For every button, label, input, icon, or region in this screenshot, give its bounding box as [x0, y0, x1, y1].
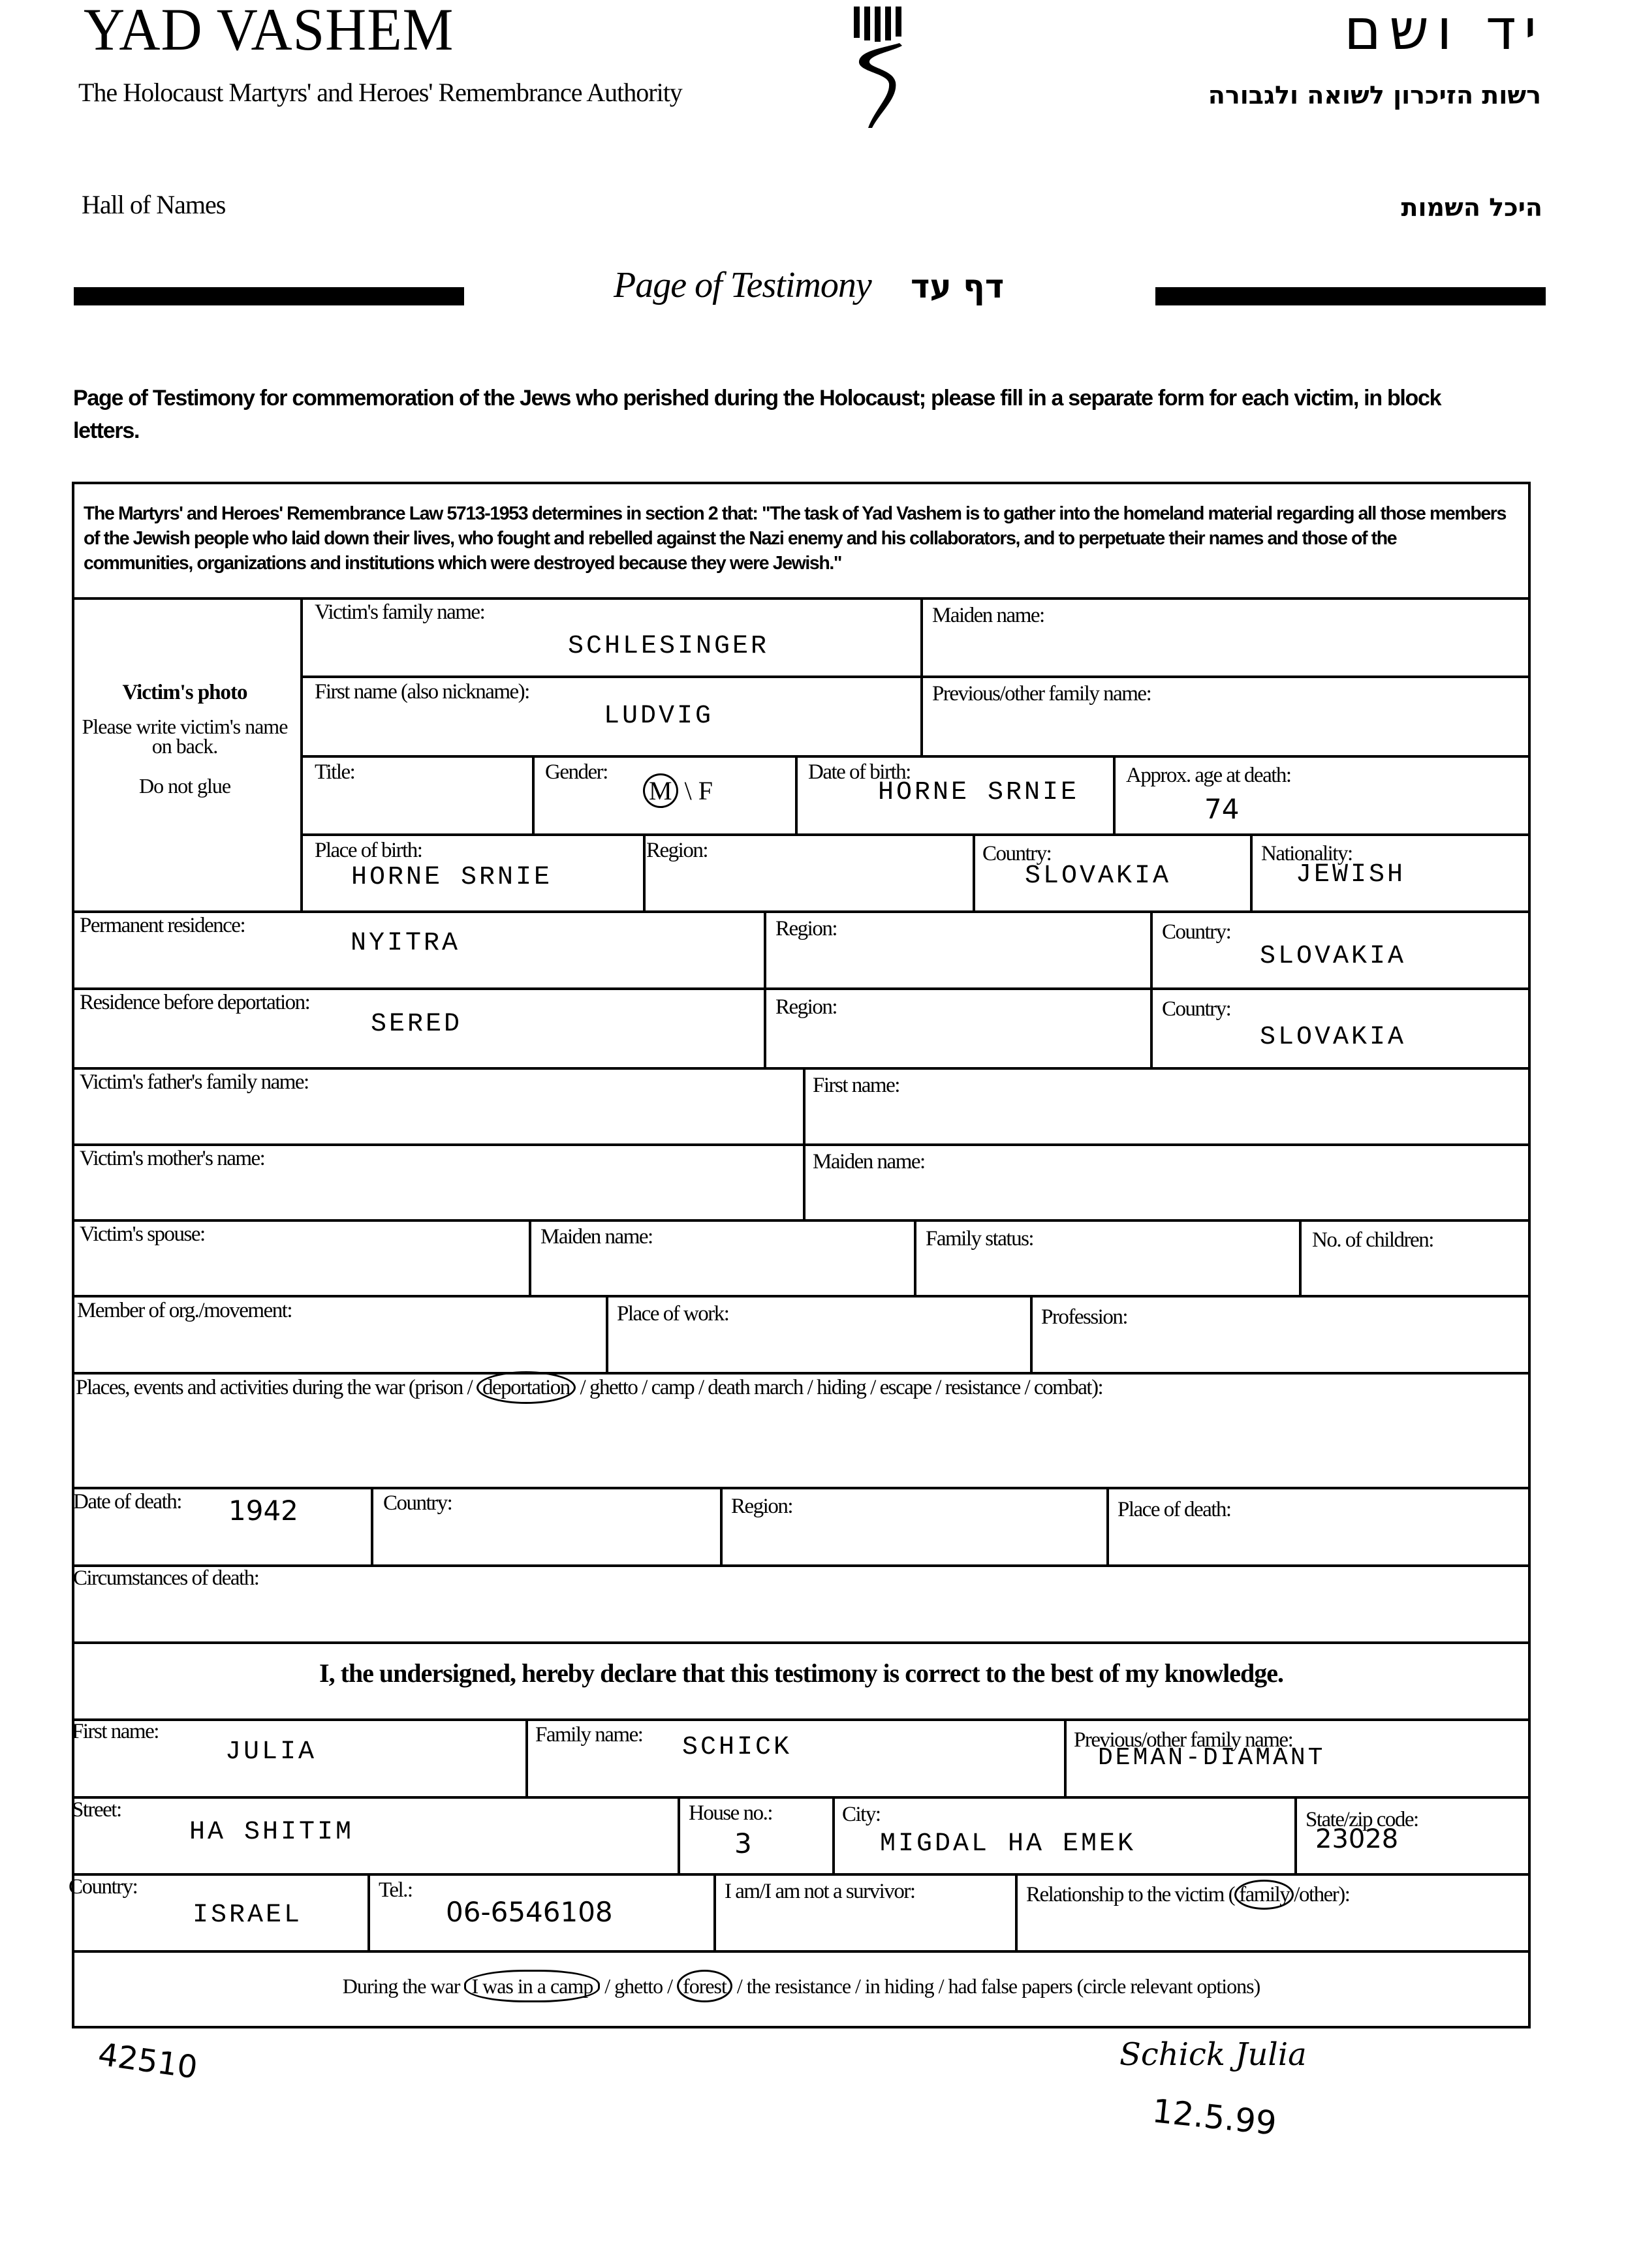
- circumstances-label: Circumstances of death:: [73, 1566, 259, 1590]
- photo-title: Victim's photo: [122, 681, 247, 704]
- relationship-label-suffix: /other):: [1294, 1883, 1350, 1906]
- divider: [532, 755, 535, 833]
- divider: [72, 910, 1531, 913]
- zip-field[interactable]: 23028: [1315, 1824, 1399, 1854]
- tel-field[interactable]: 06-6546108: [446, 1896, 613, 1928]
- gender-selector[interactable]: [643, 773, 713, 808]
- divider: [529, 1219, 531, 1296]
- during-war-circled-forest[interactable]: forest: [677, 1970, 732, 2002]
- divider: [525, 1718, 528, 1797]
- victim-title-label: Title:: [315, 760, 355, 784]
- divider: [300, 833, 1531, 836]
- divider: [72, 1295, 1531, 1297]
- page-title-hebrew: דף עד: [911, 268, 1005, 305]
- during-war-prefix: During the war: [342, 1974, 460, 1998]
- submitter-country-field[interactable]: ISRAEL: [193, 1901, 303, 1930]
- divider: [72, 1950, 1531, 1953]
- gender-option-male[interactable]: M: [643, 773, 678, 808]
- divider: [1250, 833, 1253, 912]
- divider: [1015, 1873, 1018, 1951]
- submitter-first-name-label: First name:: [72, 1720, 159, 1743]
- deportation-region-label: Region:: [775, 995, 837, 1019]
- victim-photo-area[interactable]: [77, 597, 292, 798]
- deportation-country-label: Country:: [1162, 997, 1231, 1021]
- deportation-residence-label: Residence before deportation:: [80, 991, 310, 1014]
- family-status-label: Family status:: [926, 1227, 1034, 1251]
- department-name-hebrew: היכל השמות: [1401, 193, 1542, 222]
- survivor-label: I am/I am not a survivor:: [725, 1880, 915, 1903]
- permanent-residence-field[interactable]: NYITRA: [351, 929, 461, 958]
- divider: [1064, 1718, 1067, 1797]
- permanent-country-field[interactable]: SLOVAKIA: [1260, 942, 1407, 971]
- divider: [300, 755, 1531, 758]
- divider: [606, 1295, 608, 1373]
- birth-place-label: Place of birth:: [315, 839, 422, 862]
- divider: [72, 1372, 1531, 1375]
- divider: [72, 1067, 1531, 1070]
- divider: [371, 1487, 373, 1565]
- during-war-suffix: / the resistance / in hiding / had false papers (circle relevant options): [736, 1974, 1260, 1998]
- divider: [72, 1564, 1531, 1567]
- divider: [1299, 1219, 1302, 1296]
- victim-gender-label: Gender:: [545, 760, 608, 784]
- mother-maiden-name-label: Maiden name:: [813, 1150, 925, 1173]
- gender-option-female[interactable]: F: [698, 776, 713, 805]
- divider: [1030, 1295, 1033, 1373]
- deportation-country-field[interactable]: SLOVAKIA: [1260, 1023, 1407, 1052]
- victim-family-name-field[interactable]: SCHLESINGER: [568, 632, 770, 661]
- death-region-label: Region:: [731, 1495, 792, 1518]
- law-statement: The Martyrs' and Heroes' Remembrance Law 5713-1953 determines in section 2 that: "The task of Yad Vashem is to gather into the homeland material regarding all those members of the Jewish people who laid down their lives, who fought and rebelled against the Nazi enemy and his collaborators, and to perpetuate their names and those of the communities, organizations and institutions which were destroyed because they were Jewish.": [84, 503, 1506, 574]
- during-war-options: [72, 1974, 1531, 1998]
- department-name: Hall of Names: [82, 190, 226, 219]
- wartime-label-prefix: Places, events and activities during the war (prison /: [76, 1376, 473, 1399]
- divider: [914, 1219, 916, 1296]
- father-first-name-label: First name:: [813, 1074, 899, 1097]
- victim-age-label: Approx. age at death:: [1126, 764, 1291, 787]
- spouse-label: Victim's spouse:: [80, 1222, 205, 1246]
- children-count-label: No. of children:: [1312, 1228, 1433, 1252]
- house-no-field[interactable]: 3: [734, 1827, 752, 1859]
- submitter-previous-name-field[interactable]: DEMAN-DIAMANT: [1098, 1744, 1326, 1772]
- permanent-country-label: Country:: [1162, 920, 1231, 944]
- page-title: Page of Testimony: [614, 265, 871, 305]
- divider: [1113, 755, 1116, 833]
- city-label: City:: [842, 1803, 881, 1826]
- street-label: Street:: [72, 1798, 121, 1822]
- divider: [713, 1873, 716, 1951]
- divider: [643, 833, 646, 912]
- nationality-label: Nationality:: [1261, 842, 1352, 865]
- birth-country-field[interactable]: SLOVAKIA: [1025, 862, 1172, 891]
- zip-label: State/zip code:: [1305, 1808, 1418, 1831]
- divider: [300, 597, 303, 910]
- title-bar-left: [74, 287, 464, 305]
- nationality-field[interactable]: JEWISH: [1296, 860, 1406, 890]
- submitter-family-name-label: Family name:: [535, 1723, 643, 1747]
- signature-date: 12.5.99: [1150, 2092, 1279, 2143]
- authority-name: The Holocaust Martyrs' and Heroes' Remembrance Authority: [78, 78, 682, 107]
- victim-first-name-field[interactable]: LUDVIG: [604, 702, 714, 731]
- photo-instruction: Please write victim's name on back.: [82, 715, 288, 758]
- divider: [300, 676, 1531, 678]
- date-of-death-field[interactable]: 1942: [228, 1495, 298, 1527]
- divider: [720, 1487, 723, 1565]
- divider: [367, 1873, 370, 1951]
- divider: [72, 987, 1531, 990]
- victim-family-name-label: Victim's family name:: [315, 600, 485, 624]
- birth-country-label: Country:: [982, 842, 1052, 865]
- submitter-first-name-field[interactable]: JULIA: [225, 1737, 317, 1767]
- death-country-label: Country:: [383, 1491, 452, 1515]
- submitter-signature: Schick Julia: [1119, 2036, 1307, 2073]
- city-field[interactable]: MIGDAL HA EMEK: [880, 1829, 1136, 1859]
- photo-note: Do not glue: [138, 774, 231, 798]
- during-war-middle: / ghetto /: [604, 1974, 673, 1998]
- divider: [1106, 1487, 1109, 1565]
- yad-vashem-logo-icon: [842, 5, 940, 129]
- victim-first-name-label: First name (also nickname):: [315, 680, 529, 704]
- wartime-activities-label: [76, 1376, 1102, 1400]
- divider: [72, 1796, 1531, 1799]
- victim-dob-label: Date of birth:: [808, 760, 911, 784]
- deportation-residence-field[interactable]: SERED: [371, 1010, 463, 1039]
- divider: [72, 1873, 1531, 1876]
- victim-dob-field[interactable]: HORNE SRNIE: [878, 778, 1080, 807]
- victim-age-field[interactable]: 74: [1204, 793, 1240, 825]
- relationship-circled-option[interactable]: family: [1234, 1880, 1294, 1910]
- brand-name: YAD VASHEM: [84, 0, 454, 63]
- submitter-family-name-field[interactable]: SCHICK: [682, 1733, 792, 1762]
- father-family-name-label: Victim's father's family name:: [80, 1070, 309, 1094]
- divider: [678, 1796, 680, 1874]
- during-war-circled-camp[interactable]: I was in a camp: [464, 1970, 600, 2002]
- member-org-label: Member of org./movement:: [77, 1299, 292, 1322]
- divider: [72, 1487, 1531, 1489]
- divider: [72, 1718, 1531, 1721]
- gender-separator: \: [684, 776, 692, 805]
- declaration-statement: I, the undersigned, hereby declare that this testimony is correct to the best of my knowledge.: [319, 1658, 1283, 1688]
- divider: [973, 833, 975, 912]
- divider: [72, 1641, 1531, 1644]
- divider: [832, 1796, 835, 1874]
- title-bar-right: [1155, 287, 1546, 305]
- spouse-maiden-name-label: Maiden name:: [540, 1225, 653, 1249]
- submitter-country-label: Country:: [69, 1875, 138, 1899]
- permanent-region-label: Region:: [775, 917, 837, 940]
- submitter-previous-name-label: Previous/other family name:: [1074, 1728, 1293, 1752]
- reference-number: 42510: [95, 2036, 200, 2087]
- house-no-label: House no.:: [689, 1801, 772, 1825]
- mother-name-label: Victim's mother's name:: [80, 1147, 265, 1170]
- birth-region-label: Region:: [646, 839, 708, 862]
- permanent-residence-label: Permanent residence:: [80, 914, 245, 937]
- relationship-label: [1026, 1883, 1349, 1907]
- place-of-work-label: Place of work:: [617, 1302, 729, 1326]
- victim-previous-name-label: Previous/other family name:: [932, 682, 1151, 706]
- street-field[interactable]: HA SHITIM: [189, 1818, 354, 1847]
- birth-place-field[interactable]: HORNE SRNIE: [351, 863, 553, 892]
- authority-name-hebrew: רשות הזיכרון לשואה ולגבורה: [1208, 81, 1541, 110]
- divider: [795, 755, 798, 833]
- wartime-label-suffix: / ghetto / camp / death march / hiding / escape / resistance / combat):: [580, 1376, 1103, 1399]
- wartime-circled-option[interactable]: deportation: [477, 1371, 576, 1404]
- divider: [72, 1143, 1531, 1146]
- divider: [72, 1219, 1531, 1222]
- divider: [1294, 1796, 1297, 1874]
- victim-maiden-name-label: Maiden name:: [932, 604, 1044, 627]
- place-of-death-label: Place of death:: [1118, 1498, 1231, 1521]
- date-of-death-label: Date of death:: [73, 1490, 181, 1514]
- profession-label: Profession:: [1041, 1305, 1127, 1329]
- brand-name-hebrew: יד ושם: [1344, 0, 1544, 63]
- relationship-label-prefix: Relationship to the victim (: [1026, 1883, 1235, 1906]
- form-instructions: Page of Testimony for commemoration of the Jews who perished during the Holocaust; please fill in a separate form for each victim, in block letters.: [73, 386, 1441, 443]
- tel-label: Tel.:: [379, 1878, 413, 1902]
